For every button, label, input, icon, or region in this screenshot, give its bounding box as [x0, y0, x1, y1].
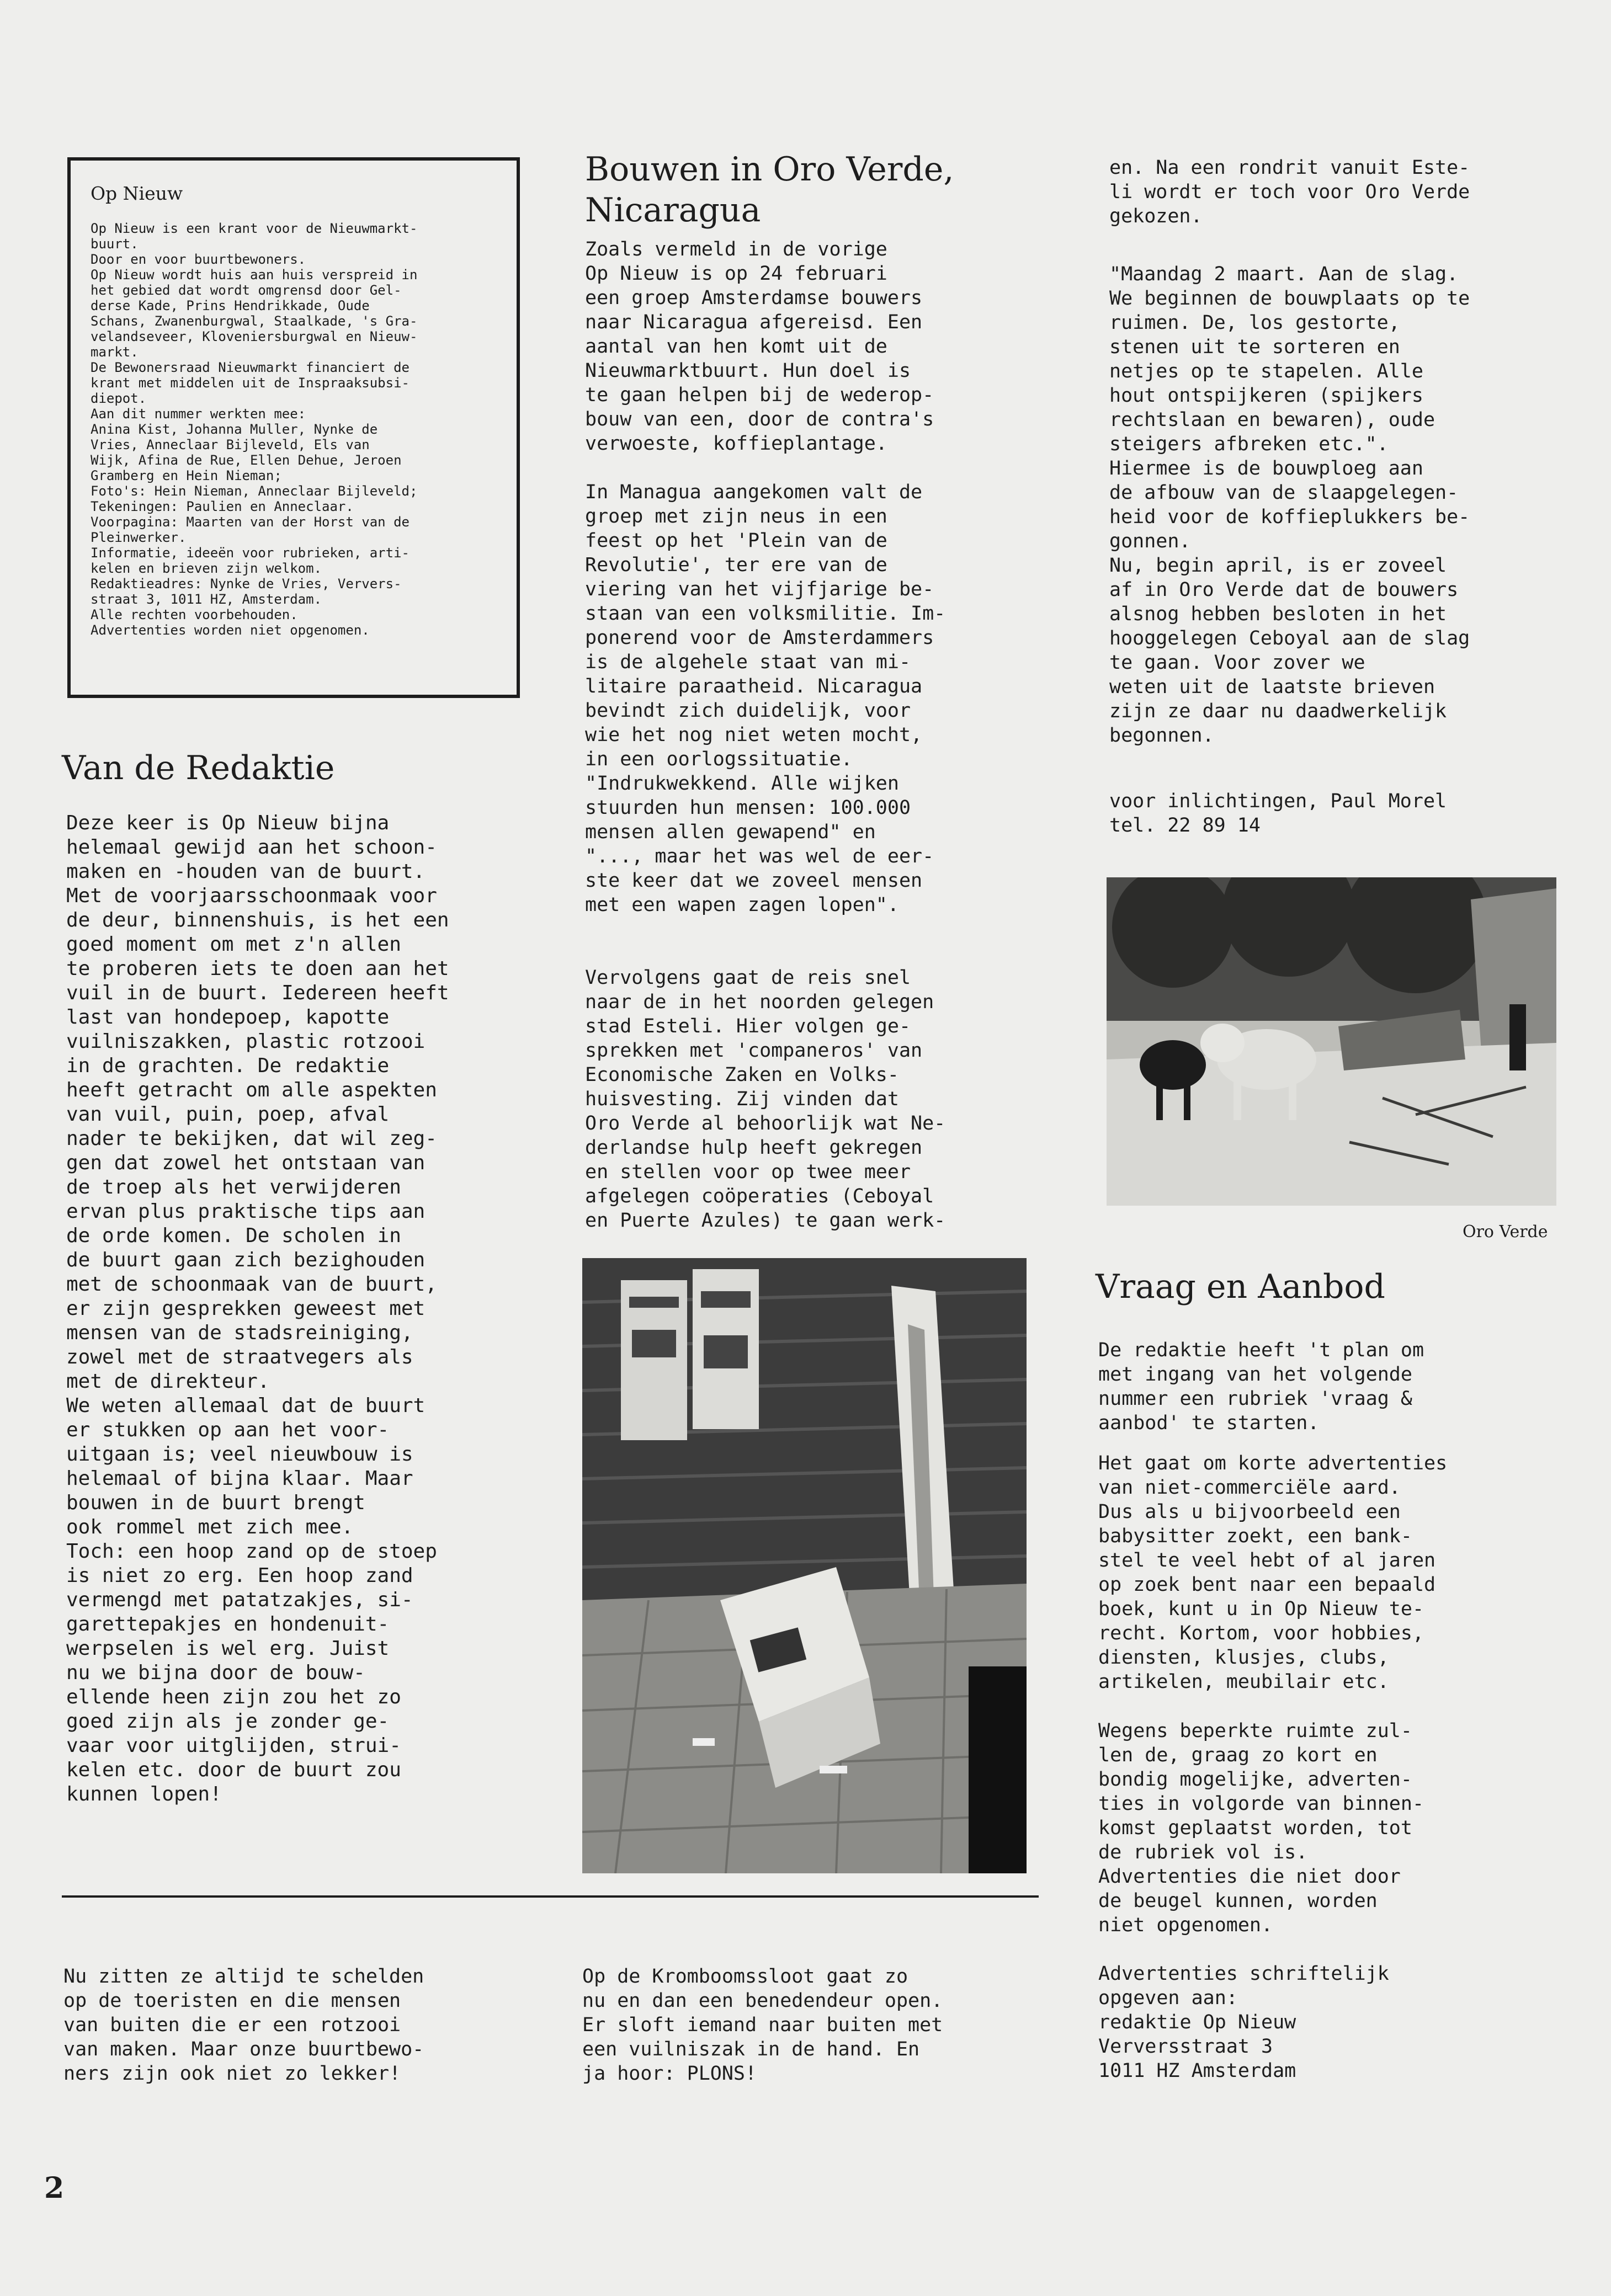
vraag-aanbod-para3: Wegens beperkte ruimte zul- len de, graag zo kort en bondig mogelijke, adverten- ties in volgorde van binnen- komst geplaatst worden, tot de rubriek vol is. Advertenties die niet door de beugel kunnen, worden niet opgenomen. [1098, 1720, 1424, 1936]
colophon-box [67, 157, 520, 698]
street-trash-illustration [582, 1258, 1027, 1873]
bottom-middle-text: Op de Kromboomssloot gaat zo nu en dan een benedendeur open. Er sloft iemand naar buiten met een vuilniszak in de hand. En ja hoor: PLONS! [582, 1965, 943, 2085]
oro-verde-para3: Vervolgens gaat de reis snel naar de in het noorden gelegen stad Esteli. Hier volgen ge- sprekken met 'companeros' van Economische Zaken en Volks- huisvesting. Zij vinden dat Oro Verde al behoorlijk wat Ne- derlandse hulp heeft gekregen en stellen voor op twee meer afgelegen coöperaties (Ceboyal en Puerte Azules) te gaan werk- [585, 967, 946, 1232]
oro-verde-contact: voor inlichtingen, Paul Morel tel. 22 89 14 [1109, 790, 1447, 837]
colophon-body: Op Nieuw is een krant voor de Nieuwmarkt- buurt. Door en voor buurtbewoners. Op Nieuw wordt huis aan huis verspreid in het gebied dat wordt omgrensd door Gel- derse Kade, Prins Hendrikkade, Oude Schans, Zwanenburgwal, Staalkade, 's Gra- velandseveer, Kloveniersburgwal en Nieuw- markt. De Bewonersraad Nieuwmarkt financiert de krant met middelen uit de Inspraaksubsi- diepot. Aan dit nummer werkten mee: Anina Kist, Johanna Muller, Nynke de Vries, Anneclaar Bijleveld, Els van Wijk, Afina de Rue, Ellen Dehue, Jeroen Gramberg en Hein Nieman; Foto's: Hein Nieman, Anneclaar Bijleveld; Tekeningen: Paulien en Anneclaar. Voorpagina: Maarten van der Horst van de Pleinwerker. Informatie, ideeën voor rubrieken, arti- kelen en brieven zijn welkom. Redaktieadres: Nynke de Vries, Ververs- straat 3, 1011 HZ, Amsterdam. Alle rechten voorbehouden. Advertenties worden niet opgenomen. [91, 221, 418, 638]
vraag-aanbod-heading: Vraag en Aanbod [1096, 1267, 1385, 1306]
photo-caption: Oro Verde [1463, 1222, 1548, 1242]
page-number: 2 [44, 2171, 65, 2205]
vraag-aanbod-para4: Advertenties schriftelijk opgeven aan: redaktie Op Nieuw Verversstraat 3 1011 HZ Amsterdam [1098, 1963, 1389, 2082]
oro-verde-para1: Zoals vermeld in de vorige Op Nieuw is op 24 februari een groep Amsterdamse bouwers naar Nicaragua afgereisd. Een aantal van hen komt uit de Nieuwmarktbuurt. Hun doel is te gaan helpen bij de wederop- bouw van een, door de contra's verwoeste, koffieplantage. [585, 238, 934, 455]
oro-verde-heading: Bouwen in Oro Verde, Nicaragua [585, 150, 954, 230]
redaktie-body: Deze keer is Op Nieuw bijna helemaal gewijd aan het schoon- maken en -houden van de buurt. Met de voorjaarsschoonmaak voor de deur, binnenshuis, is het een goed moment om met z'n allen te proberen iets te doen aan het vuil in de buurt. Iedereen heeft last van hondepoep, kapotte vuilniszakken, plastic rotzooi in de grachten. De redaktie heeft getracht om alle aspekten van vuil, puin, poep, afval nader te bekijken, dat wil zeg- gen dat zowel het ontstaan van de troep als het verwijderen ervan plus praktische tips aan de orde komen. De scholen in de buurt gaan zich bezighouden met de schoonmaak van de buurt, er zijn gesprekken geweest met mensen van de stadsreiniging, zowel met de straatvegers als met de direkteur. We weten allemaal dat de buurt er stukken op aan het voor- uitgaan is; veel nieuwbouw is helemaal of bijna klaar. Maar bouwen in de buurt brengt ook rommel met zich mee. Toch: een hoop zand op de stoep is niet zo erg. Een hoop zand vermengd met patatzakjes, si- garettepakjes en hondenuit- werpselen is wel erg. Juist nu we bijna door de bouw- ellende heen zijn zou het zo goed zijn als je zonder ge- vaar voor uitglijden, strui- kelen etc. door de buurt zou kunnen lopen! [66, 812, 449, 1805]
redaktie-heading: Van de Redaktie [62, 749, 335, 787]
oro-verde-cont1: en. Na een rondrit vanuit Este- li wordt er toch voor Oro Verde gekozen. [1109, 157, 1470, 227]
bottom-left-text: Nu zitten ze altijd te schelden op de toeristen en die mensen van buiten die er een rotzooi van maken. Maar onze buurtbewo- ners zijn ook niet zo lekker! [63, 1965, 424, 2085]
colophon-title: Op Nieuw [91, 183, 183, 204]
oro-verde-para2: In Managua aangekomen valt de groep met zijn neus in een feest op het 'Plein van de Revolutie', ter ere van de viering van het vijfjarige be- staan van een volksmilitie. Im- ponerend voor de Amsterdammers is de algehele staat van mi- litaire paraatheid. Nicaragua bevindt zich duidelijk, voor wie het nog niet weten mocht, in een oorlogssituatie. "Indrukwekkend. Alle wijken stuurden hun mensen: 100.000 mensen allen gewapend" en "..., maar het was wel de eer- ste keer dat we zoveel mensen met een wapen zagen lopen". [585, 481, 946, 916]
oxen-cart-illustration [1107, 877, 1556, 1206]
oro-verde-photo [1107, 877, 1556, 1206]
street-trash-photo [582, 1258, 1027, 1873]
section-divider [62, 1895, 1039, 1898]
vraag-aanbod-para1: De redaktie heeft 't plan om met ingang van het volgende nummer een rubriek 'vraag & aanbod' te starten. [1098, 1339, 1424, 1434]
oro-verde-cont2: "Maandag 2 maart. Aan de slag. We beginnen de bouwplaats op te ruimen. De, los gestorte, stenen uit te sorteren en netjes op te stapelen. Alle hout ontspijkeren (spijkers rechtslaan en bewaren), oude steigers afbreken etc.". Hiermee is de bouwploeg aan de afbouw van de slaapgelegen- heid voor de koffieplukkers be- gonnen. Nu, begin april, is er zoveel af in Oro Verde dat de bouwers alsnog hebben besloten in het hooggelegen Ceboyal aan de slag te gaan. Voor zover we weten uit de laatste brieven zijn ze daar nu daadwerkelijk begonnen. [1109, 263, 1470, 747]
vraag-aanbod-para2: Het gaat om korte advertenties van niet-commerciële aard. Dus als u bijvoorbeeld een babysitter zoekt, een bank- stel te veel hebt of al jaren op zoek bent naar een bepaald boek, kunt u in Op Nieuw te- recht. Kortom, voor hobbies, diensten, klusjes, clubs, artikelen, meubilair etc. [1098, 1452, 1448, 1693]
